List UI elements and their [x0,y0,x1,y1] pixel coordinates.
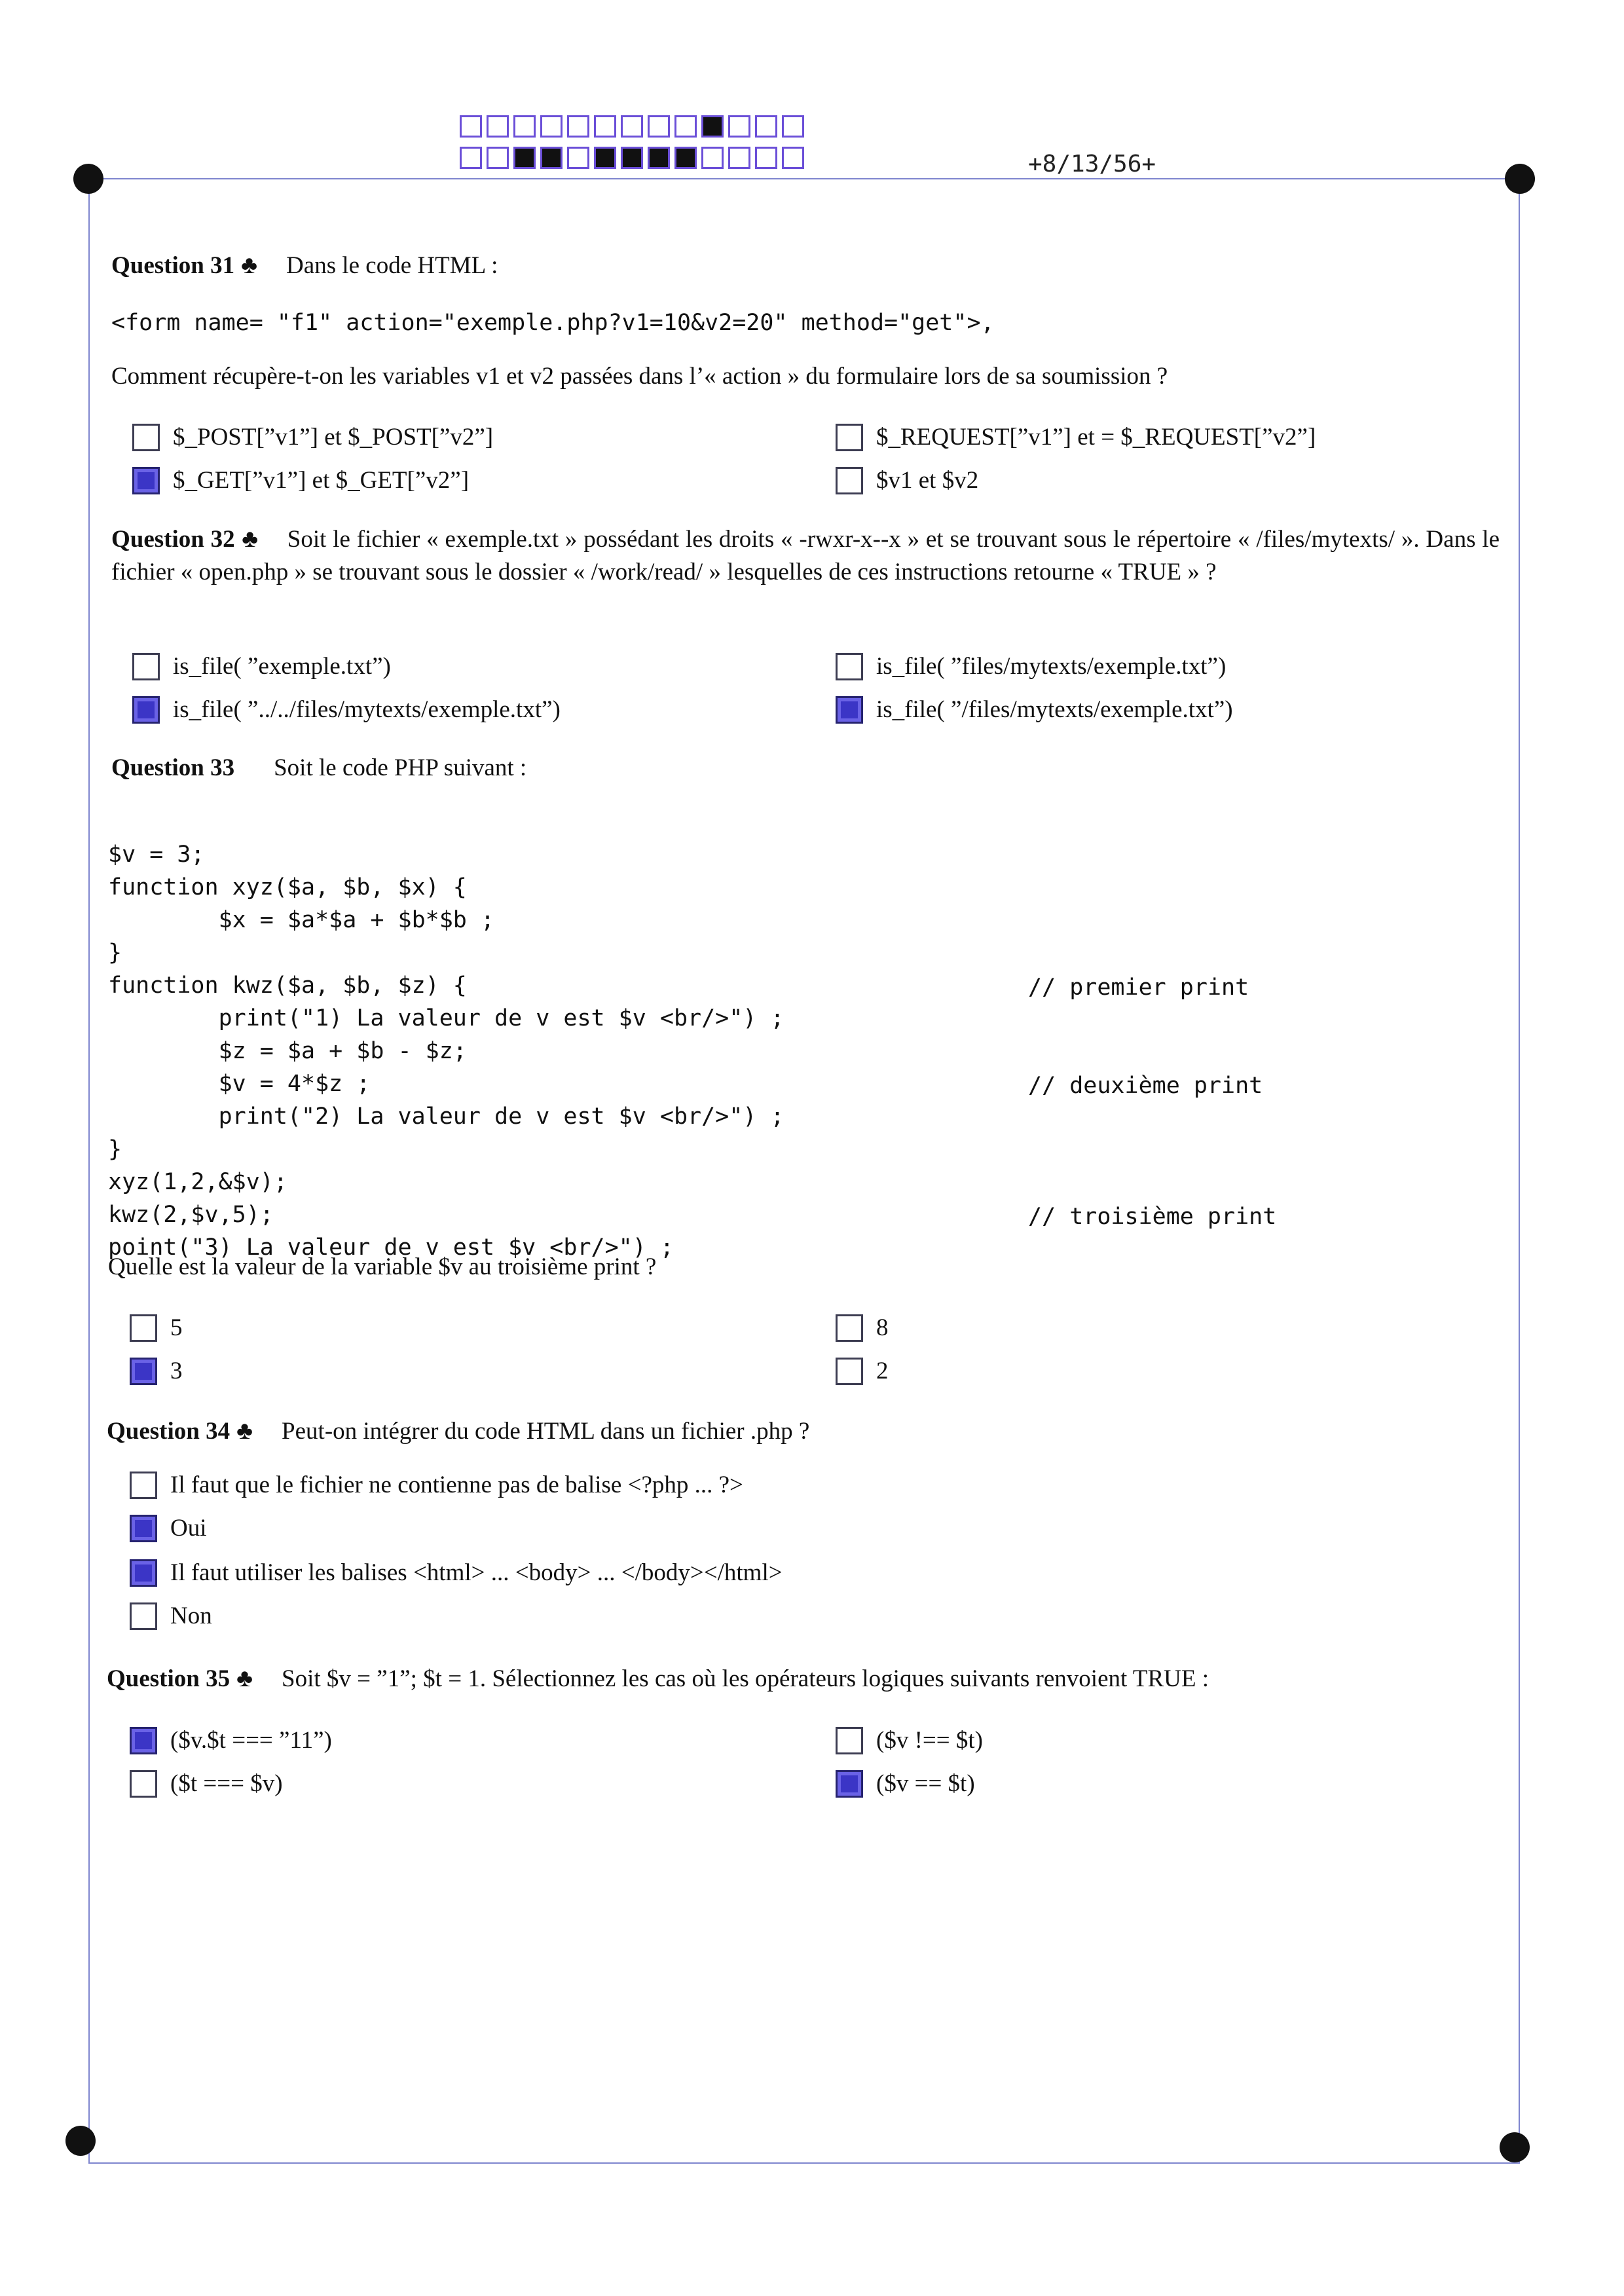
id-grid-cell [621,147,643,169]
answer-option[interactable] [130,1471,743,1499]
checkbox[interactable] [132,653,160,680]
id-grid-cell [701,115,724,138]
checkbox[interactable] [130,1559,157,1587]
checkbox[interactable] [836,1314,863,1342]
id-grid-cell [487,115,509,138]
club-icon: ♣ [241,251,258,279]
answer-option[interactable] [836,1769,975,1798]
id-grid-cell [540,115,563,138]
question-33-prompt: Quelle est la valeur de la variable $v au troisième print ? [108,1253,657,1280]
checkbox[interactable] [130,1727,157,1754]
question-text: Soit le code PHP suivant : [274,754,527,781]
answer-label: ($t === $v) [170,1770,283,1797]
checkbox[interactable] [130,1358,157,1385]
checkbox[interactable] [836,1358,863,1385]
question-31-code: <form name= "f1" action="exemple.php?v1=10&v2=20" method="get">, [111,310,995,336]
id-grid-cell [513,147,536,169]
id-grid-cell [621,115,643,138]
question-34-title [107,1415,809,1448]
answer-option[interactable] [836,1357,889,1385]
id-grid-cell [567,115,589,138]
corner-mark-bottom-left [65,2126,96,2156]
answer-label: Oui [170,1515,207,1542]
answer-label: is_file( ”files/mytexts/exemple.txt”) [876,653,1227,680]
id-grid-cell [701,147,724,169]
question-31-prompt: Comment récupère-t-on les variables v1 et v2 passées dans l’« action » du formulaire lors de sa soumission ? [111,363,1168,390]
answer-label: is_file( ”/files/mytexts/exemple.txt”) [876,696,1233,723]
answer-option[interactable] [132,466,469,494]
answer-label: ($v.$t === ”11”) [170,1727,332,1754]
code-line: } [108,940,122,966]
club-icon: ♣ [236,1417,253,1445]
checkbox[interactable] [836,467,863,494]
php-code-block [108,805,784,1297]
answer-option[interactable] [836,695,1233,724]
answer-label: Non [170,1602,212,1629]
id-grid-cell [782,147,804,169]
code-comment: // premier print [1028,974,1249,1001]
answer-label: $v1 et $v2 [876,467,979,494]
question-text: Dans le code HTML : [286,252,498,279]
answer-label: $_REQUEST[”v1”] et = $_REQUEST[”v2”] [876,424,1316,451]
code-line: function xyz($a, $b, $x) { [108,874,467,900]
answer-option[interactable] [130,1514,207,1542]
page-id: +8/13/56+ [1028,151,1156,177]
answer-option[interactable] [130,1726,332,1754]
answer-label: Il faut utiliser les balises <html> ... <body> ... </body></html> [170,1559,783,1586]
answer-option[interactable] [130,1602,212,1630]
question-35-title [107,1662,1209,1695]
checkbox[interactable] [836,1727,863,1754]
id-grid-cell [567,147,589,169]
code-line: print("2) La valeur de v est $v <br/>") ; [108,1103,784,1130]
code-line: $z = $a + $b - $z; [108,1038,467,1064]
id-grid-row-2 [460,147,804,169]
code-line: } [108,1136,122,1162]
question-text: Soit le fichier « exemple.txt » possédant les droits « -rwxr-x--x » et se trouvant sous le répertoire « /files/mytexts/ ». Dans le fichier « open.php » se trouvant sous le dossier « /work/read/ » lesquelles de ces instructions retourne « TRUE » ? [111,526,1500,585]
answer-label: 3 [170,1358,183,1384]
checkbox[interactable] [130,1770,157,1798]
answer-option[interactable] [130,1769,283,1798]
question-32-title [111,523,1500,589]
id-grid-cell [648,147,670,169]
id-grid-cell [755,115,777,138]
code-comment: // deuxième print [1028,1073,1263,1099]
id-grid-cell [728,115,750,138]
code-line: $v = 3; [108,842,205,868]
answer-label: ($v !== $t) [876,1727,983,1754]
id-grid-cell [728,147,750,169]
checkbox[interactable] [130,1515,157,1542]
question-text: Soit $v = ”1”; $t = 1. Sélectionnez les cas où les opérateurs logiques suivants renvoient TRUE : [282,1665,1209,1692]
question-label: Question 32 [111,526,235,553]
answer-option[interactable] [132,652,391,680]
answer-option[interactable] [132,423,493,451]
id-grid-cell [674,147,697,169]
checkbox[interactable] [132,696,160,724]
answer-option[interactable] [130,1559,783,1587]
question-text: Peut-on intégrer du code HTML dans un fichier .php ? [282,1418,810,1445]
id-grid-row-1 [460,115,804,138]
answer-label: ($v == $t) [876,1770,975,1797]
answer-option[interactable] [130,1314,183,1342]
answer-option[interactable] [132,695,561,724]
answer-label: 2 [876,1358,889,1384]
code-line: $x = $a*$a + $b*$b ; [108,907,495,933]
answer-option[interactable] [836,1726,983,1754]
checkbox[interactable] [130,1314,157,1342]
answer-label: Il faut que le fichier ne contienne pas de balise <?php ... ?> [170,1472,743,1498]
answer-option[interactable] [130,1357,183,1385]
code-comment: // troisième print [1028,1204,1277,1230]
checkbox[interactable] [132,424,160,451]
answer-label: $_GET[”v1”] et $_GET[”v2”] [173,467,470,494]
question-label: Question 33 [111,754,235,781]
checkbox[interactable] [836,696,863,724]
checkbox[interactable] [836,1770,863,1798]
id-grid-cell [755,147,777,169]
corner-mark-top-left [73,164,103,194]
id-grid-cell [460,147,482,169]
id-grid-cell [648,115,670,138]
question-33-title [111,752,526,785]
answer-label: $_POST[”v1”] et $_POST[”v2”] [173,424,494,451]
question-label: Question 35 [107,1665,231,1692]
id-grid-cell [460,115,482,138]
code-line: print("1) La valeur de v est $v <br/>") ; [108,1005,784,1031]
corner-mark-bottom-right [1500,2132,1530,2162]
id-grid-cell [674,115,697,138]
checkbox[interactable] [836,653,863,680]
code-line: xyz(1,2,&$v); [108,1169,287,1195]
club-icon: ♣ [241,525,259,553]
checkbox[interactable] [132,467,160,494]
code-line: kwz(2,$v,5); [108,1202,274,1228]
answer-option[interactable] [836,423,1316,451]
id-grid-cell [594,147,616,169]
id-grid-cell [513,115,536,138]
code-line: function kwz($a, $b, $z) { [108,972,467,999]
answer-label: 8 [876,1314,889,1341]
code-line: point("3) La valeur de v est $v <br/>") ; [108,1234,674,1261]
answer-option[interactable] [836,466,978,494]
answer-label: is_file( ”../../files/mytexts/exemple.txt”) [173,696,561,723]
id-grid-cell [540,147,563,169]
checkbox[interactable] [130,1472,157,1499]
answer-label: 5 [170,1314,183,1341]
code-line: $v = 4*$z ; [108,1071,371,1097]
question-31-title [111,249,498,282]
question-label: Question 34 [107,1418,231,1445]
corner-mark-top-right [1505,164,1535,194]
question-label: Question 31 [111,252,235,279]
id-grid-cell [594,115,616,138]
id-grid-cell [487,147,509,169]
club-icon: ♣ [236,1665,253,1692]
answer-option[interactable] [836,1314,889,1342]
answer-label: is_file( ”exemple.txt”) [173,653,391,680]
checkbox[interactable] [836,424,863,451]
id-grid-cell [782,115,804,138]
checkbox[interactable] [130,1602,157,1630]
answer-option[interactable] [836,652,1226,680]
